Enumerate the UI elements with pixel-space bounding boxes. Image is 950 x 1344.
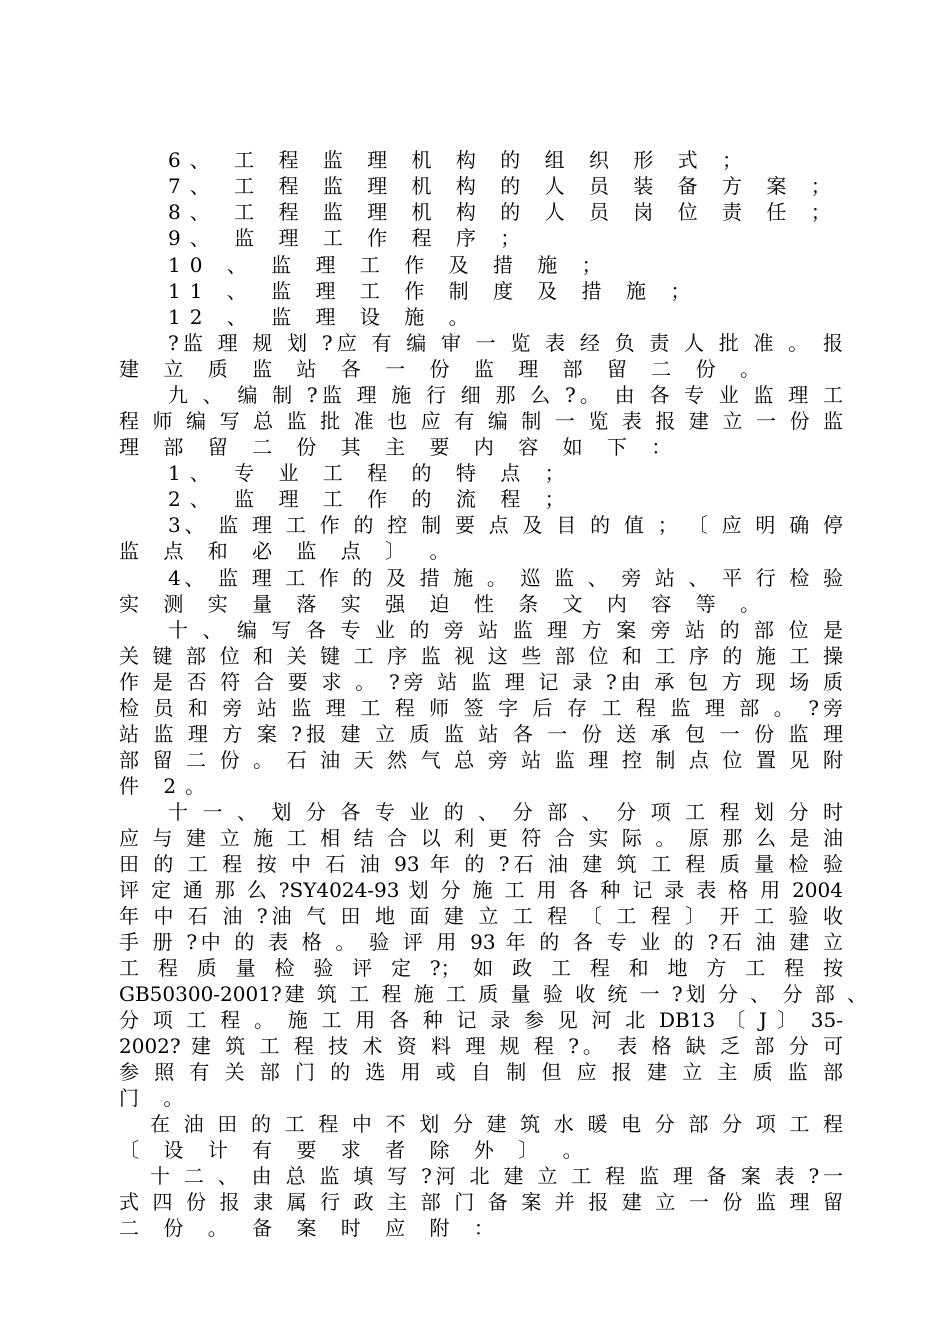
section-eleven-heading-line: 十 一 、 划 分 各 专 业 的 、 分 部 、 分 项 工 程 划 分 时 [168, 800, 843, 824]
paragraph-line: 检 员 和 旁 站 监 理 工 程 师 签 字 后 存 工 程 监 理 部 。 ?旁 [119, 696, 843, 720]
list-item-9: 9、 监 理 工 作 程 序 ； [168, 226, 530, 250]
paragraph-line: 件 2。 [119, 774, 215, 798]
list-item-7: 7、 工 程 监 理 机 构 的 人 员 装 备 方 案 ； [168, 174, 840, 198]
section-ten-heading-line: 十 、 编 写 各 专 业 的 旁 站 监 理 方 案 旁 站 的 部 位 是 [168, 618, 843, 642]
paragraph-line: 二 份 。 备 案 时 应 附 ： [119, 1216, 503, 1240]
paragraph-line: 建 立 质 监 站 各 一 份 监 理 部 留 二 份 。 [119, 357, 770, 381]
list-item-10: 10 、 监 理 工 作 及 措 施 ； [168, 253, 611, 277]
paragraph-line: 门 。 [119, 1086, 193, 1110]
paragraph-line: 理 部 留 二 份 其 主 要 内 容 如 下 ： [119, 435, 681, 459]
paragraph-line: 式 四 份 报 隶 属 行 政 主 部 门 备 案 并 报 建 立 一 份 监 理 留 [119, 1190, 843, 1214]
list-item-8: 8、 工 程 监 理 机 构 的 人 员 岗 位 责 任 ； [168, 200, 840, 224]
paragraph-line: 关 键 部 位 和 关 键 工 序 监 视 这 些 部 位 和 工 序 的 施 工 操 [119, 644, 843, 668]
paragraph-line: 田 的 工 程 按 中 石 油 93 年 的 ?石 油 建 筑 工 程 质 量 检 验 [119, 852, 843, 876]
paragraph-line: GB50300-2001?建 筑 工 程 施 工 质 量 验 收 统 一 ?划 分 、 分 部 、 [119, 982, 867, 1006]
list-item-12: 12 、 监 理 设 施 。 [168, 305, 478, 329]
paragraph-line: 年 中 石 油 ?油 气 田 地 面 建 立 工 程 〔 工 程 〕 开 工 验 收 [119, 904, 843, 928]
list-item-6: 6、 工 程 监 理 机 构 的 组 织 形 式 ； [168, 148, 752, 172]
paragraph-line: 程 师 编 写 总 监 批 准 也 应 有 编 制 一 览 表 报 建 立 一 份 监 [119, 409, 843, 433]
list-item-1: 1、 专 业 工 程 的 特 点 ； [168, 461, 574, 485]
paragraph-line: 2002? 建 筑 工 程 技 术 资 料 理 规 程 ?。 表 格 缺 乏 部 分 可 [119, 1034, 843, 1058]
list-item-3: 3、 监 理 工 作 的 控 制 要 点 及 目 的 值 ； 〔 应 明 确 停 [168, 513, 843, 537]
paragraph-line: 站 监 理 方 案 ?报 建 立 质 监 站 各 一 份 送 承 包 一 份 监 理 [119, 722, 843, 746]
section-twelve-heading-line: 十 二 、 由 总 监 填 写 ?河 北 建 立 工 程 监 理 备 案 表 ?一 [150, 1164, 843, 1188]
list-item-2: 2、 监 理 工 作 的 流 程 ； [168, 487, 574, 511]
paragraph-line: 在 油 田 的 工 程 中 不 划 分 建 筑 水 暖 电 分 部 分 项 工 程 [150, 1112, 843, 1136]
paragraph-line: 工 程 质 量 检 验 评 定 ?； 如 政 工 程 和 地 方 工 程 按 [119, 956, 843, 980]
section-nine-heading-line: 九 、 编 制 ?监 理 施 行 细 那 么 ?。 由 各 专 业 监 理 工 [168, 383, 843, 407]
paragraph-line: 手 册 ?中 的 表 格 。 验 评 用 93 年 的 各 专 业 的 ?石 油 建 立 [119, 930, 843, 954]
paragraph-line: 部 留 二 份 。 石 油 天 然 气 总 旁 站 监 理 控 制 点 位 置 见 附 [119, 748, 843, 772]
paragraph-line: 〔 设 计 有 要 求 者 除 外 〕 。 [119, 1138, 592, 1162]
paragraph-line: 应 与 建 立 施 工 相 结 合 以 利 更 符 合 实 际 。 原 那 么 是 油 [119, 826, 843, 850]
paragraph-line: 作 是 否 符 合 要 求 。 ?旁 站 监 理 记 录 ?由 承 包 方 现 场 质 [119, 670, 843, 694]
paragraph-line: 实 测 实 量 落 实 强 迫 性 条 文 内 容 等 。 [119, 592, 770, 616]
paragraph-line: 评 定 通 那 么 ?SY4024-93 划 分 施 工 用 各 种 记 录 表 格 用 2004 [119, 878, 843, 902]
paragraph-line: 分 项 工 程 。 施 工 用 各 种 记 录 参 见 河 北 DB13 〔 J 〕 35- [119, 1008, 843, 1032]
paragraph-line: 监 点 和 必 监 点 〕 。 [119, 539, 459, 563]
paragraph-line: ?监 理 规 划 ?应 有 编 审 一 览 表 经 负 责 人 批 准 。 报 [168, 331, 843, 355]
list-item-11: 11 、 监 理 工 作 制 度 及 措 施 ； [168, 279, 700, 303]
list-item-4: 4、 监 理 工 作 的 及 措 施 。 巡 监 、 旁 站 、 平 行 检 验 [168, 566, 843, 590]
paragraph-line: 参 照 有 关 部 门 的 选 用 或 自 制 但 应 报 建 立 主 质 监 部 [119, 1060, 843, 1084]
